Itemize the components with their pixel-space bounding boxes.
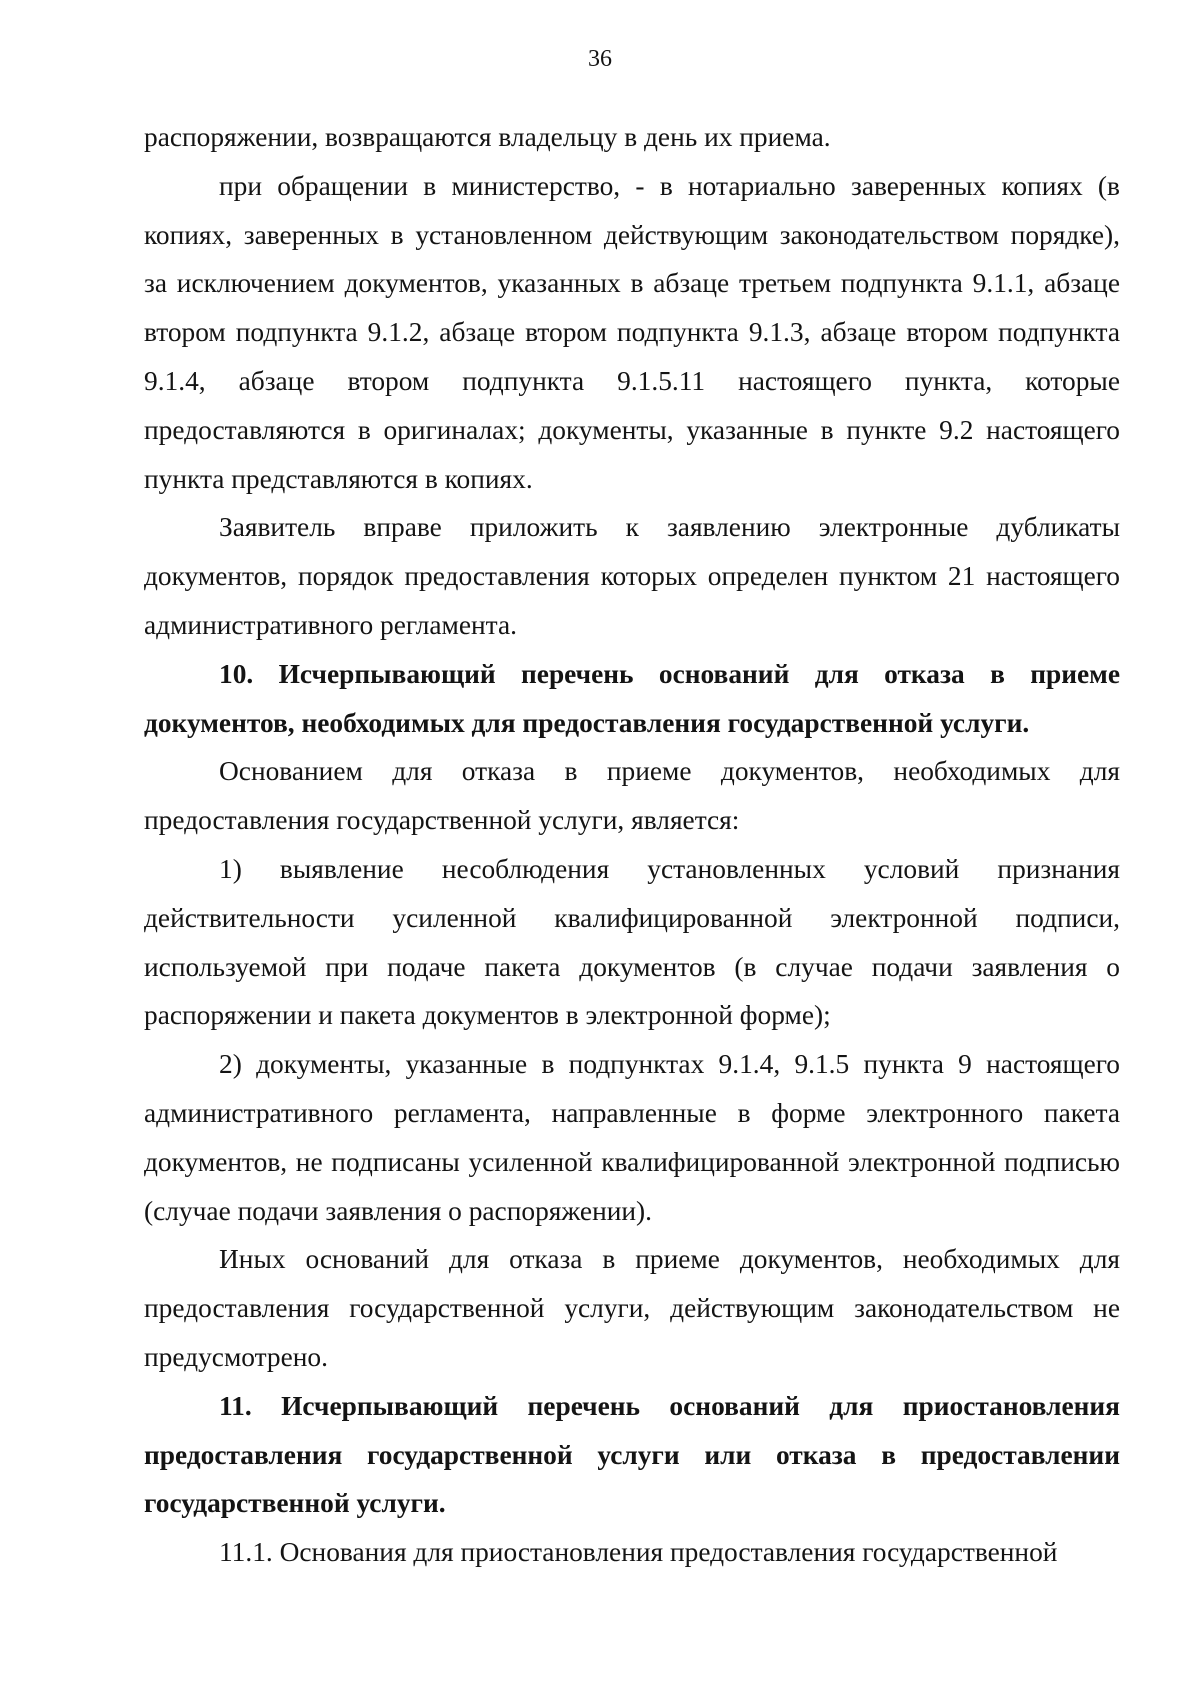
paragraph-no-other-grounds: Иных оснований для отказа в приеме документов, необходимых для предоставления государственной услуги, действующим законодательством не предусмотрено. bbox=[144, 1244, 1120, 1372]
paragraph-refusal-basis: Основанием для отказа в приеме документов, необходимых для предоставления государственной услуги, является: bbox=[144, 756, 1120, 836]
section-heading-11: 11. Исчерпывающий перечень оснований для приостановления предоставления государственной услуги или отказа в предоставлении государственной услуги. bbox=[144, 1390, 1120, 1519]
list-item-2: 2) документы, указанные в подпунктах 9.1.4, 9.1.5 пункта 9 настоящего административного регламента, направленные в форме электронного пакета документов, не подписаны усиленной квалифицированной электронной подписью (случае подачи заявления о распоряжении). bbox=[144, 1049, 1120, 1226]
paragraph-11-1: 11.1. Основания для приостановления предоставления государственной bbox=[219, 1537, 1058, 1568]
paragraph-ministry-copies: при обращении в министерство, - в нотариально заверенных копиях (в копиях, заверенных в установленном действующим законодательством порядке), за исключением документов, указанных в абзаце третьем подпункта 9.1.1, абзаце втором подпункта 9.1.2, абзаце втором подпункта 9.1.3, абзаце втором подпункта 9.1.4, абзаце втором подпункта 9.1.5.11 настоящего пункта, которые предоставляются в оригиналах; документы, указанные в пункте 9.2 настоящего пункта представляются в копиях. bbox=[144, 170, 1120, 494]
list-item-1: 1) выявление несоблюдения установленных условий признания действительности усиленной квалифицированной электронной подписи, используемой при подаче пакета документов (в случае подачи заявления о распоряжении и пакета документов в электронной форме); bbox=[144, 853, 1120, 1031]
section-heading-10: 10. Исчерпывающий перечень оснований для отказа в приеме документов, необходимых для предоставления государственной услуги. bbox=[144, 658, 1120, 738]
paragraph-electronic-duplicates: Заявитель вправе приложить к заявлению электронные дубликаты документов, порядок предоставления которых определен пунктом 21 настоящего административного регламента. bbox=[144, 512, 1120, 640]
paragraph-continuation: распоряжении, возвращаются владельцу в день их приема. bbox=[144, 122, 831, 152]
document-body bbox=[144, 113, 1120, 1577]
page-number: 36 bbox=[588, 46, 612, 72]
